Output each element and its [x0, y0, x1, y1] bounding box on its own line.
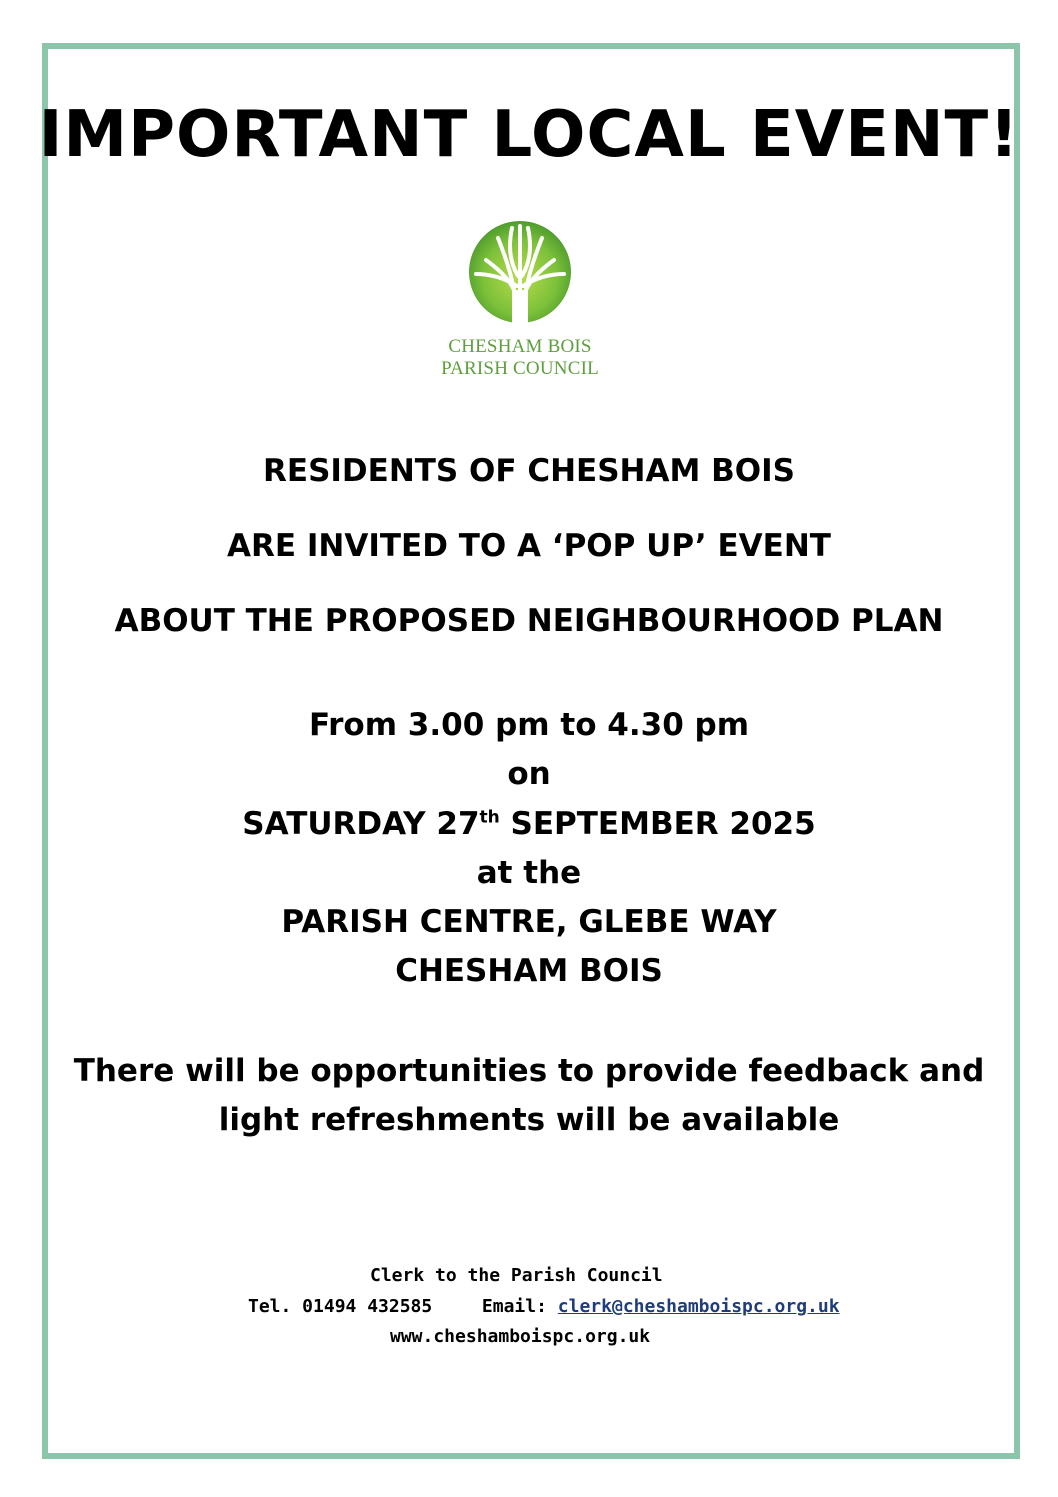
event-on: on: [507, 756, 551, 792]
closing-line-2: light refreshments will be available: [218, 1102, 840, 1138]
event-at: at the: [476, 855, 582, 891]
logo-text-line2: PARISH COUNCIL: [441, 358, 599, 379]
event-date-rest: SEPTEMBER 2025: [499, 806, 816, 842]
event-locality: CHESHAM BOIS: [395, 953, 663, 989]
event-venue: PARISH CENTRE, GLEBE WAY: [281, 904, 777, 940]
clerk-title: Clerk to the Parish Council: [370, 1265, 663, 1286]
page-title: IMPORTANT LOCAL EVENT!: [38, 98, 1020, 172]
invitation-line-3: ABOUT THE PROPOSED NEIGHBOURHOOD PLAN: [114, 603, 944, 639]
clerk-telephone: Tel. 01494 432585: [248, 1296, 433, 1317]
logo-text-line1: CHESHAM BOIS: [448, 336, 592, 357]
event-time: From 3.00 pm to 4.30 pm: [308, 707, 750, 743]
tree-icon: [468, 216, 572, 330]
event-date: [0, 804, 1058, 844]
event-date-suffix: th: [479, 807, 500, 828]
email-label: Email:: [481, 1296, 547, 1317]
email-link[interactable]: clerk@cheshamboispc.org.uk: [557, 1296, 840, 1317]
clerk-contact-line: [248, 1296, 840, 1317]
event-date-day: SATURDAY 27: [242, 806, 480, 842]
council-logo: [420, 210, 620, 390]
website-url: www.cheshamboispc.org.uk: [390, 1326, 651, 1347]
closing-line-1: There will be opportunities to provide feedback and: [73, 1053, 985, 1089]
invitation-line-2: ARE INVITED TO A ‘POP UP’ EVENT: [227, 528, 831, 564]
invitation-line-1: RESIDENTS OF CHESHAM BOIS: [263, 453, 795, 489]
